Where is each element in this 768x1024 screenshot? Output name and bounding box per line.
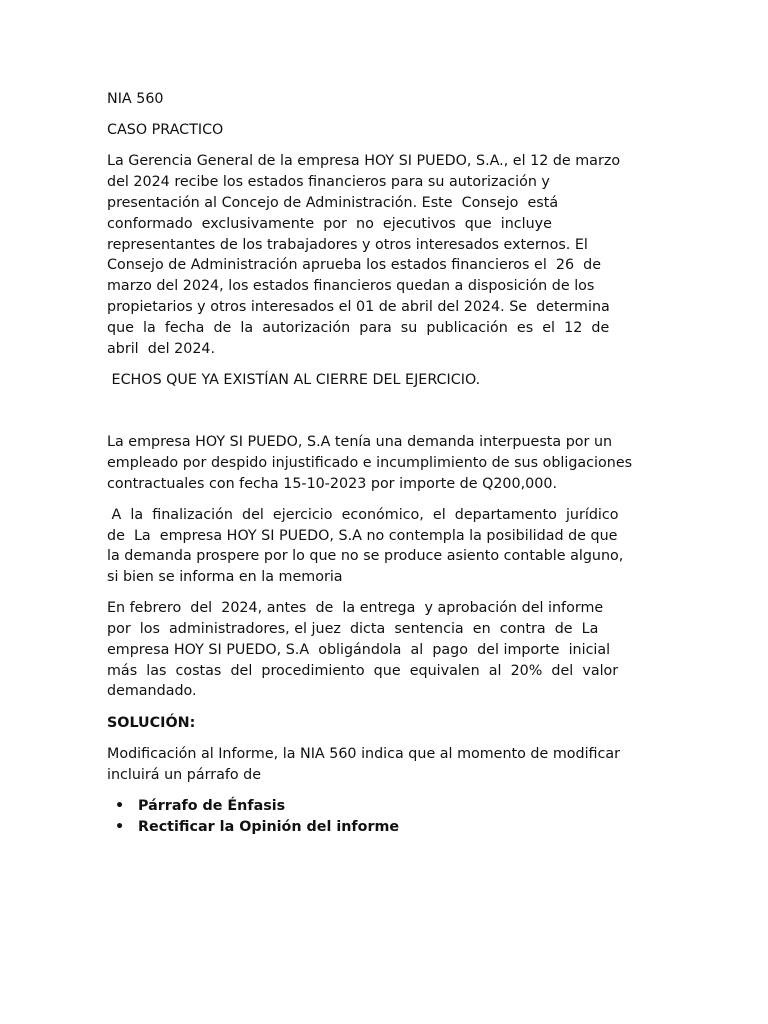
text-line: representantes de los trabajadores y otros interesados externos. El	[107, 236, 588, 253]
text-line: contractuales con fecha 15-10-2023 por importe de Q200,000.	[107, 475, 557, 492]
text-line: si bien se informa en la memoria	[107, 569, 343, 586]
solution-bullet-list	[107, 796, 663, 838]
demanda-paragraph	[107, 432, 663, 494]
text-line: marzo del 2024, los estados financieros quedan a disposición de los	[107, 278, 595, 295]
febrero-paragraph	[107, 598, 663, 702]
text-line: La empresa HOY SI PUEDO, S.A tenía una demanda interpuesta por un	[107, 433, 613, 450]
section-heading: ECHOS QUE YA EXISTÍAN AL CIERRE DEL EJERCICIO.	[107, 371, 481, 388]
bullet-text: Rectificar la Opinión del informe	[138, 818, 400, 835]
intro-paragraph	[107, 151, 663, 359]
text-line: por los administradores, el juez dicta sentencia en contra de La	[107, 621, 599, 638]
text-line: La Gerencia General de la empresa HOY SI PUEDO, S.A., el 12 de marzo	[107, 153, 621, 170]
bullet-icon: •	[115, 797, 125, 814]
bullet-item-enfasis	[107, 796, 663, 817]
text-line: abril del 2024.	[107, 340, 216, 357]
text-line: presentación al Concejo de Administración. Este Consejo está	[107, 194, 559, 211]
text-line: del 2024 recibe los estados financieros para su autorización y	[107, 174, 550, 191]
text-line: demandado.	[107, 683, 197, 700]
document-title: NIA 560	[107, 91, 164, 107]
text-line: de La empresa HOY SI PUEDO, S.A no contempla la posibilidad de que	[107, 527, 618, 544]
bullet-icon: •	[115, 818, 125, 835]
document-page	[107, 89, 663, 837]
text-line: Modificación al Informe, la NIA 560 indica que al momento de modificar	[107, 745, 621, 762]
text-line: empresa HOY SI PUEDO, S.A obligándola al pago del importe inicial	[107, 641, 611, 658]
text-line: incluirá un párrafo de	[107, 766, 262, 783]
finalizacion-paragraph	[107, 505, 663, 588]
bullet-item-opinion	[107, 817, 663, 838]
bullet-text: Párrafo de Énfasis	[138, 797, 286, 814]
modificacion-paragraph	[107, 744, 663, 786]
text-line: la demanda prospere por lo que no se produce asiento contable alguno,	[107, 548, 624, 565]
solucion-heading: SOLUCIÓN:	[107, 714, 196, 731]
text-line: más las costas del procedimiento que equivalen al 20% del valor	[107, 662, 619, 679]
text-line: En febrero del 2024, antes de la entrega y aprobación del informe	[107, 600, 604, 617]
text-line: empleado por despido injustificado e incumplimiento de sus obligaciones	[107, 454, 633, 471]
text-line: propietarios y otros interesados el 01 de abril del 2024. Se determina	[107, 298, 610, 315]
text-line: que la fecha de la autorización para su publicación es el 12 de	[107, 319, 610, 336]
document-subtitle: CASO PRACTICO	[107, 122, 224, 139]
text-line: A la finalización del ejercicio económico, el departamento jurídico	[107, 506, 619, 523]
text-line: Consejo de Administración aprueba los estados financieros el 26 de	[107, 257, 602, 274]
text-line: conformado exclusivamente por no ejecutivos que incluye	[107, 215, 552, 232]
spacer	[107, 401, 663, 432]
